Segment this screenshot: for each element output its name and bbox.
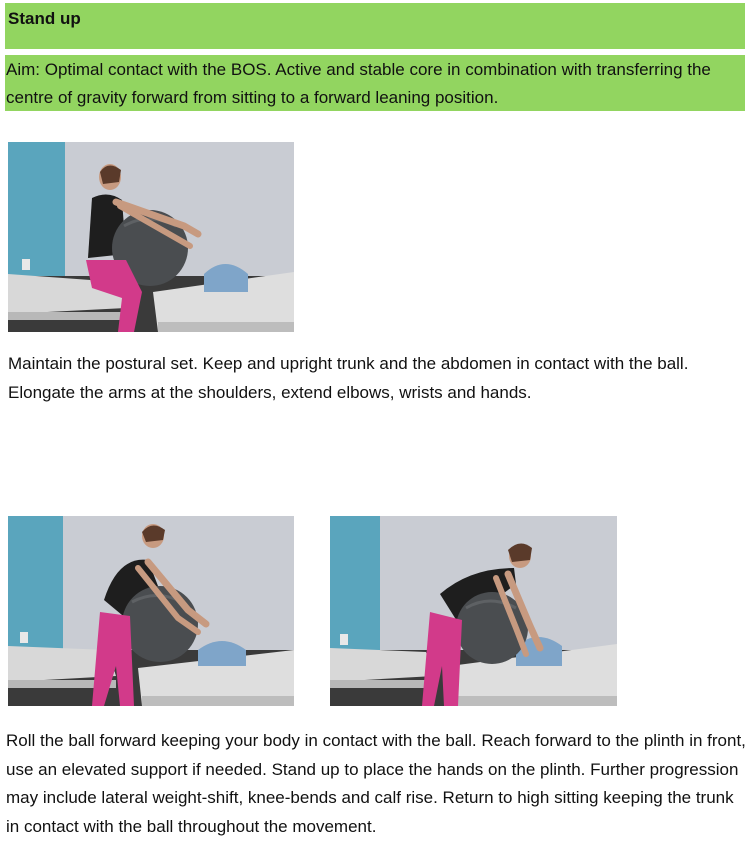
- step-2-text: Roll the ball forward keeping your body in contact with the ball. Reach forward to the plinth in front, use an elevated support if needed. Stand up to place the hands on the plinth. Further progression may include lateral weight-shift, knee-bends and calf rise. Return to high sitting keeping the trunk in contact with the ball throughout the movement.: [6, 731, 746, 836]
- exercise-photo-rolling-forward: [8, 516, 294, 706]
- page-title: Stand up: [8, 9, 81, 28]
- step-1-text: Maintain the postural set. Keep and upright trunk and the abdomen in contact with the ball. Elongate the arms at the shoulders, extend elbows, wrists and hands.: [8, 354, 689, 402]
- title-band: [5, 3, 745, 49]
- exercise-photo-hands-on-plinth: [330, 516, 617, 706]
- aim-text: Aim: Optimal contact with the BOS. Active and stable core in combination with transferring the centre of gravity forward from sitting to a forward leaning position.: [6, 60, 711, 107]
- exercise-photo-sitting: [8, 142, 294, 332]
- aim-band: [5, 55, 745, 111]
